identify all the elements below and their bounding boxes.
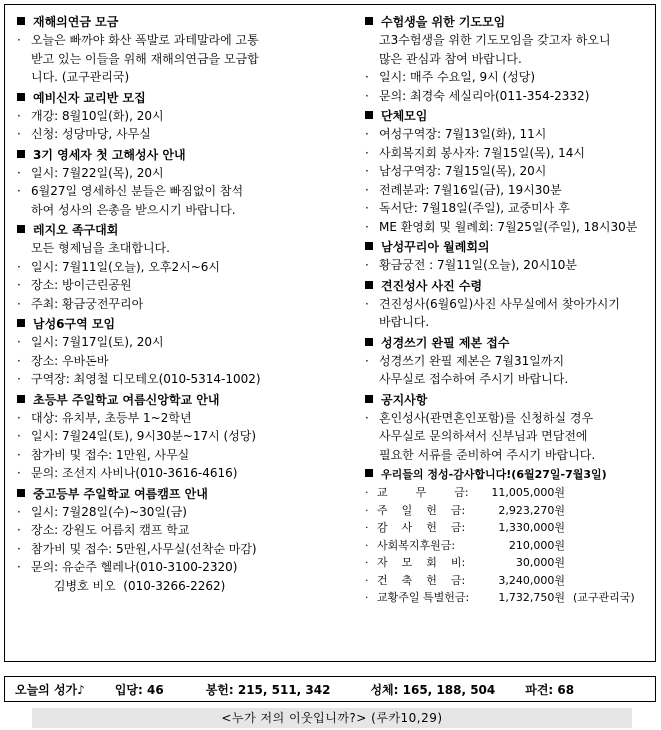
notice-title-text: 공지사항 <box>381 392 428 407</box>
notice-line <box>365 199 655 218</box>
notice-line-text: 여성구역장: 7월13일(화), 11시 <box>379 127 547 141</box>
right-column <box>365 13 655 609</box>
notice-line-text: 바랍니다. <box>379 315 430 329</box>
notice-line <box>17 464 349 483</box>
bullet-square-icon <box>17 319 25 327</box>
notice-line-text: 장소: 강원도 어름치 캠프 학교 <box>31 523 190 537</box>
notice-title <box>17 89 349 107</box>
bullet-dot-icon: · <box>17 523 21 537</box>
bullet-dot-icon: · <box>365 201 369 215</box>
notice-line-text: 일시: 7월24일(토), 9시30분~17시 (성당) <box>31 429 257 443</box>
bullet-square-icon <box>365 395 373 403</box>
notice-title <box>17 391 349 409</box>
bullet-dot-icon: · <box>365 521 369 534</box>
bullet-dot-icon: · <box>17 108 21 123</box>
notice-title-text: 남성6구역 모임 <box>33 317 116 331</box>
hymn-title-text: 오늘의 성가 <box>15 682 78 697</box>
notice-title <box>17 13 349 31</box>
notice-line-text: 문의: 최경숙 세실리아(011-354-2332) <box>379 88 590 103</box>
notice-section <box>17 13 349 87</box>
notice-line <box>365 313 655 332</box>
bullet-dot-icon: · <box>365 296 369 311</box>
notice-section <box>365 334 655 389</box>
hymn-title <box>15 681 85 698</box>
notice-line <box>17 31 349 50</box>
notice-line-text: 참가비 및 접수: 5만원,사무실(선착순 마감) <box>31 541 257 556</box>
bullet-dot-icon: · <box>17 33 21 47</box>
notice-line-text: 일시: 매주 수요일, 9시 (성당) <box>379 70 536 84</box>
notice-line <box>17 370 349 389</box>
bullet-dot-icon: · <box>17 410 21 425</box>
bullet-dot-icon: · <box>365 164 369 178</box>
notice-line <box>17 352 349 371</box>
offering-row <box>365 519 655 537</box>
bullet-dot-icon: · <box>365 410 369 425</box>
notice-line-text: 하여 성사의 은총을 받으시기 바랍니다. <box>31 202 236 217</box>
offering-amount: 1,330,000원 <box>498 521 565 534</box>
bullet-dot-icon: · <box>365 503 369 517</box>
notice-line <box>365 409 655 428</box>
notice-line <box>17 201 349 220</box>
right-sections <box>365 13 655 464</box>
notice-line-text: 고3수험생을 위한 기도모임을 갖고자 하오니 <box>379 33 611 47</box>
notice-line-text: 받고 있는 이들을 위해 재해의연금을 모금합 <box>31 51 259 66</box>
bullet-dot-icon: · <box>365 219 369 234</box>
notice-section <box>365 13 655 105</box>
notice-line-text: 김병호 비오 (010-3266-2262) <box>31 578 226 593</box>
bulletin-frame <box>4 4 656 662</box>
offering-amount: 2,923,270원 <box>498 503 565 517</box>
notice-line <box>17 239 349 258</box>
notice-title-text: 3기 영세자 첫 고해성사 안내 <box>33 147 186 162</box>
notice-line <box>17 427 349 446</box>
bullet-dot-icon: · <box>365 486 369 499</box>
notice-line <box>365 256 655 275</box>
notice-line-text: 독서단: 7월18일(주일), 교중미사 후 <box>379 201 570 215</box>
notice-line-text: 일시: 7월17일(토), 20시 <box>31 335 164 349</box>
notice-line <box>365 427 655 446</box>
bullet-dot-icon: · <box>365 258 369 272</box>
notice-line <box>17 521 349 540</box>
notice-line <box>365 125 655 144</box>
offering-note: (교구관리국) <box>573 591 635 604</box>
notice-title-text: 단체모임 <box>381 109 428 123</box>
notice-line-text: 견진성사(6월6일)사진 사무실에서 찾아가시기 <box>379 296 620 311</box>
notice-line-text: 남성구역장: 7월15일(목), 20시 <box>379 164 547 178</box>
notice-title <box>365 277 655 295</box>
notice-line <box>365 352 655 371</box>
notice-line-text: 대상: 유치부, 초등부 1~2학년 <box>31 410 192 425</box>
bullet-square-icon <box>17 17 25 25</box>
notice-line <box>17 558 349 577</box>
notice-line <box>365 295 655 314</box>
offering-label: 교 무 금: <box>377 486 469 499</box>
notice-title <box>365 13 655 31</box>
bullet-dot-icon: · <box>17 466 21 480</box>
bullet-square-icon <box>17 395 25 403</box>
offering-label: 감 사 헌 금: <box>377 521 466 534</box>
hymn-communion: 성체: 165, 188, 504 <box>370 682 496 697</box>
bullet-square-icon <box>17 150 25 158</box>
notice-line <box>365 31 655 50</box>
bullet-dot-icon: · <box>365 538 369 552</box>
bullet-square-icon <box>365 281 373 289</box>
notice-title-text: 예비신자 교리반 모집 <box>33 90 146 105</box>
bullet-square-icon <box>365 17 373 25</box>
notice-line <box>17 164 349 183</box>
notice-section <box>365 391 655 465</box>
notice-line <box>17 540 349 559</box>
notice-line <box>17 68 349 87</box>
bullet-square-icon <box>17 225 25 233</box>
bullet-dot-icon: · <box>17 541 21 556</box>
notice-line-text: 구역장: 최영철 디모테오(010-5314-1002) <box>31 372 261 386</box>
notice-line-text: 문의: 유순주 헬레나(010-3100-2320) <box>31 560 238 574</box>
notice-title <box>17 146 349 164</box>
bullet-square-icon <box>365 242 373 250</box>
bullet-dot-icon: · <box>365 591 369 604</box>
music-note-icon: ♪ <box>77 682 85 697</box>
notice-line <box>365 50 655 69</box>
notice-title <box>365 391 655 409</box>
notice-line-text: 참가비 및 접수: 1만원, 사무실 <box>31 447 190 462</box>
notice-line-text: 모든 형제님을 초대합니다. <box>31 241 170 255</box>
offering-title-text: 우리들의 정성-감사합니다!(6월27일-7월3일) <box>381 468 607 481</box>
offering-amount: 11,005,000원 <box>491 486 565 499</box>
offering-row <box>365 537 655 555</box>
notice-line-text: 니다. (교구관리국) <box>31 70 130 84</box>
offering-title <box>365 466 655 484</box>
notice-line-text: 장소: 우바돈바 <box>31 353 109 368</box>
notice-section <box>17 315 349 389</box>
offering-section <box>365 466 655 607</box>
notice-line <box>17 409 349 428</box>
notice-section <box>17 221 349 313</box>
bullet-dot-icon: · <box>17 353 21 368</box>
bullet-dot-icon: · <box>17 429 21 443</box>
offering-amount: 210,000원 <box>508 538 565 552</box>
notice-line <box>17 182 349 201</box>
notice-line <box>17 276 349 295</box>
notice-section <box>365 107 655 236</box>
bullet-dot-icon: · <box>365 145 369 160</box>
notice-line <box>365 162 655 181</box>
bullet-dot-icon: · <box>17 184 21 198</box>
notice-line <box>365 87 655 106</box>
bullet-dot-icon: · <box>365 70 369 84</box>
offering-label: 건 축 헌 금: <box>377 573 466 587</box>
bullet-dot-icon: · <box>365 127 369 141</box>
hymn-footer <box>4 676 656 702</box>
notice-line <box>17 258 349 277</box>
notice-line <box>365 370 655 389</box>
notice-line-text: 일시: 7월11일(오늘), 오후2시~6시 <box>31 259 220 274</box>
notice-line-text: 필요한 서류를 준비하여 주시기 바랍니다. <box>379 447 596 462</box>
notice-line-text: 6월27일 영세하신 분들은 빠짐없이 참석 <box>31 184 244 198</box>
notice-title <box>17 221 349 239</box>
notice-line-text: ME 환영회 및 월례회: 7월25일(주일), 18시30분 <box>379 219 638 234</box>
notice-line-text: 개강: 8월10일(화), 20시 <box>31 108 164 123</box>
notice-title <box>17 485 349 503</box>
bullet-square-icon <box>365 469 373 477</box>
notice-title <box>17 315 349 333</box>
notice-title-text: 견진성사 사진 수령 <box>381 278 483 293</box>
bullet-dot-icon: · <box>17 278 21 292</box>
notice-line-text: 황금궁전 : 7월11일(오늘), 20시10분 <box>379 258 578 272</box>
offering-amount: 30,000원 <box>515 556 565 569</box>
offering-label: 사회복지후원금: <box>377 538 456 552</box>
bullet-square-icon <box>365 111 373 119</box>
notice-line-text: 일시: 7월28일(수)~30일(금) <box>31 504 187 519</box>
bullet-dot-icon: · <box>17 372 21 386</box>
notice-line-text: 오늘은 빠까야 화산 폭발로 과테말라에 고통 <box>31 33 259 47</box>
notice-section <box>17 89 349 144</box>
notice-section <box>17 485 349 596</box>
notice-line <box>17 50 349 69</box>
notice-line <box>17 503 349 522</box>
notice-line-text: 일시: 7월22일(목), 20시 <box>31 165 164 180</box>
bullet-dot-icon: · <box>17 296 21 311</box>
offering-label: 교황주일 특별헌금: <box>377 591 470 604</box>
notice-title-text: 재해의연금 모금 <box>33 15 119 29</box>
notice-line-text: 많은 관심과 참여 바랍니다. <box>379 51 522 66</box>
notice-title <box>365 238 655 256</box>
notice-line <box>17 577 349 596</box>
hymn-recessional: 파견: 68 <box>525 682 575 697</box>
offering-amount: 3,240,000원 <box>498 573 565 587</box>
notice-title-text: 성경쓰기 완필 제본 접수 <box>381 335 510 350</box>
notice-line-text: 신청: 성당마당, 사무실 <box>31 127 151 141</box>
notice-line-text: 성경쓰기 완필 제본은 7월31일까지 <box>379 353 565 368</box>
notice-line-text: 혼인성사(관면혼인포함)를 신청하실 경우 <box>379 410 594 425</box>
hymn-offertory: 봉헌: 215, 511, 342 <box>205 682 331 697</box>
offering-label: 주 일 헌 금: <box>377 503 466 517</box>
bullet-square-icon <box>17 489 25 497</box>
bullet-square-icon <box>365 338 373 346</box>
notice-line <box>365 446 655 465</box>
offering-amount: 1,732,750원 <box>498 591 565 604</box>
bullet-dot-icon: · <box>365 182 369 197</box>
notice-line <box>17 333 349 352</box>
bullet-dot-icon: · <box>17 504 21 519</box>
notice-line-text: 사무실로 접수하여 주시기 바랍니다. <box>379 372 569 386</box>
bullet-dot-icon: · <box>365 88 369 103</box>
notice-line <box>17 295 349 314</box>
bullet-dot-icon: · <box>17 560 21 574</box>
notice-section <box>365 277 655 332</box>
notice-title-text: 중고등부 주일학교 여름캠프 안내 <box>33 486 208 501</box>
notice-line <box>365 218 655 237</box>
notice-line-text: 장소: 방이근린공원 <box>31 278 132 292</box>
notice-title <box>365 334 655 352</box>
notice-line <box>365 144 655 163</box>
offering-row <box>365 484 655 502</box>
notice-line <box>17 446 349 465</box>
bullet-dot-icon: · <box>17 335 21 349</box>
notice-line <box>365 68 655 87</box>
notice-line <box>17 107 349 126</box>
offering-row <box>365 572 655 590</box>
offering-row <box>365 589 655 607</box>
hymn-entrance: 입당: 46 <box>114 682 164 697</box>
offering-row <box>365 502 655 520</box>
verse-banner: <누가 저의 이웃입니까?> (루카10,29) <box>32 708 632 728</box>
notice-title-text: 초등부 주일학교 여름신앙학교 안내 <box>33 392 220 407</box>
notice-line-text: 문의: 조선지 사비나(010-3616-4616) <box>31 466 238 480</box>
notice-line-text: 사무실로 문의하셔서 신부님과 면담전에 <box>379 429 588 443</box>
offering-row <box>365 554 655 572</box>
bullet-dot-icon: · <box>17 259 21 274</box>
bullet-dot-icon: · <box>365 353 369 368</box>
offering-label: 자 모 회 비: <box>377 556 466 569</box>
bullet-square-icon <box>17 93 25 101</box>
notice-title-text: 레지오 족구대회 <box>33 223 119 237</box>
notice-title-text: 남성꾸리아 월례회의 <box>381 240 490 254</box>
notice-line <box>365 181 655 200</box>
notice-line-text: 전례분과: 7월16일(금), 19시30분 <box>379 182 562 197</box>
notice-title-text: 수험생을 위한 기도모임 <box>381 15 506 29</box>
bullet-dot-icon: · <box>17 127 21 141</box>
bullet-dot-icon: · <box>365 573 369 587</box>
notice-title <box>365 107 655 125</box>
bullet-dot-icon: · <box>17 447 21 462</box>
notice-section <box>365 238 655 275</box>
notice-section <box>17 391 349 483</box>
offering-table <box>365 484 655 607</box>
notice-line <box>17 125 349 144</box>
notice-section <box>17 146 349 220</box>
bullet-dot-icon: · <box>17 165 21 180</box>
left-column <box>17 13 349 597</box>
notice-line-text: 주최: 황금궁전꾸리아 <box>31 296 144 311</box>
bullet-dot-icon: · <box>365 556 369 569</box>
notice-line-text: 사회복지회 봉사자: 7월15일(목), 14시 <box>379 145 585 160</box>
